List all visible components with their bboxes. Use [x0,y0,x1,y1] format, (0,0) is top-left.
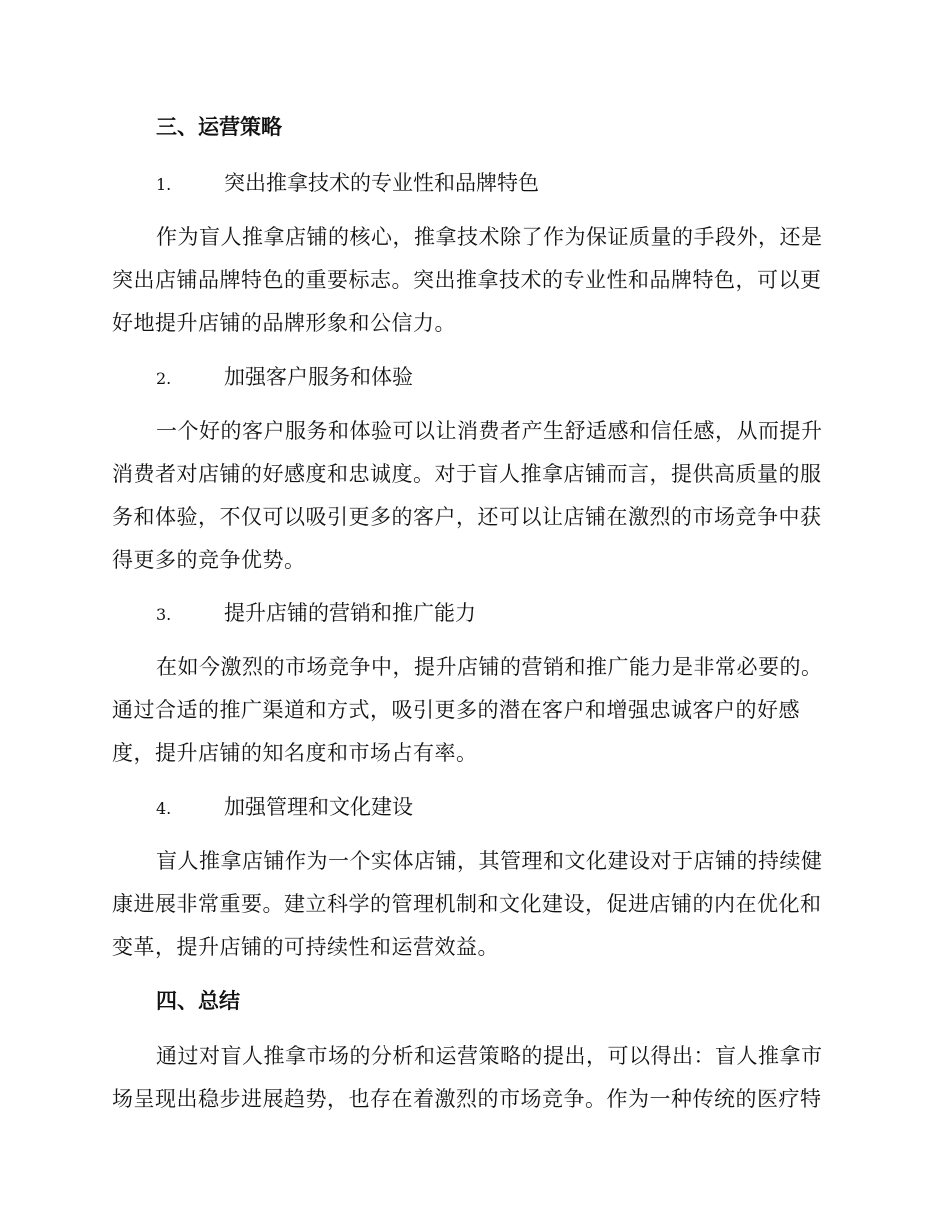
list-item-title: 突出推拿技术的专业性和品牌特色 [224,171,539,195]
paragraph-line: 变革，提升店铺的可持续性和运营效益。 [112,935,499,959]
list-item-3 [156,598,476,630]
section-heading-summary: 四、总结 [156,989,240,1013]
paragraph-3 [112,646,834,775]
paragraph-2 [112,410,834,582]
paragraph-line: 突出店铺品牌特色的重要标志。突出推拿技术的专业性和品牌特色，可以更 [112,268,822,292]
list-item-title: 加强客户服务和体验 [224,365,413,389]
paragraph-4 [112,840,834,969]
paragraph-line: 度，提升店铺的知名度和市场占有率。 [112,741,478,765]
list-item-2 [156,362,413,394]
paragraph-line: 通过对盲人推拿市场的分析和运营策略的提出，可以得出：盲人推拿市 [156,1044,823,1068]
list-item-1 [156,168,539,200]
paragraph-1 [112,216,834,345]
list-item-4 [156,792,413,824]
paragraph-line: 作为盲人推拿店铺的核心，推拿技术除了作为保证质量的手段外，还是 [156,225,823,249]
paragraph-line: 通过合适的推广渠道和方式，吸引更多的潜在客户和增强忠诚客户的好感 [112,698,800,722]
list-item-number: 1. [156,175,172,194]
paragraph-line: 在如今激烈的市场竞争中，提升店铺的营销和推广能力是非常必要的。 [156,655,823,679]
section-heading-operation-strategy: 三、运营策略 [156,115,282,139]
paragraph-line: 康进展非常重要。建立科学的管理机制和文化建设，促进店铺的内在优化和 [112,892,822,916]
list-item-number: 2. [156,369,172,388]
paragraph-line: 务和体验，不仅可以吸引更多的客户，还可以让店铺在激烈的市场竞争中获 [112,505,822,529]
paragraph-line: 得更多的竞争优势。 [112,548,306,572]
paragraph-line: 场呈现出稳步进展趋势，也存在着激烈的市场竞争。作为一种传统的医疗特 [112,1087,822,1111]
list-item-number: 3. [156,605,172,624]
paragraph-line: 消费者对店铺的好感度和忠诚度。对于盲人推拿店铺而言，提供高质量的服 [112,462,822,486]
paragraph-line: 一个好的客户服务和体验可以让消费者产生舒适感和信任感，从而提升 [156,419,823,443]
list-item-number: 4. [156,799,172,818]
paragraph-line: 好地提升店铺的品牌形象和公信力。 [112,311,456,335]
list-item-title: 提升店铺的营销和推广能力 [224,601,476,625]
paragraph-line: 盲人推拿店铺作为一个实体店铺，其管理和文化建设对于店铺的持续健 [156,849,823,873]
list-item-title: 加强管理和文化建设 [224,795,413,819]
paragraph-5 [112,1035,834,1121]
